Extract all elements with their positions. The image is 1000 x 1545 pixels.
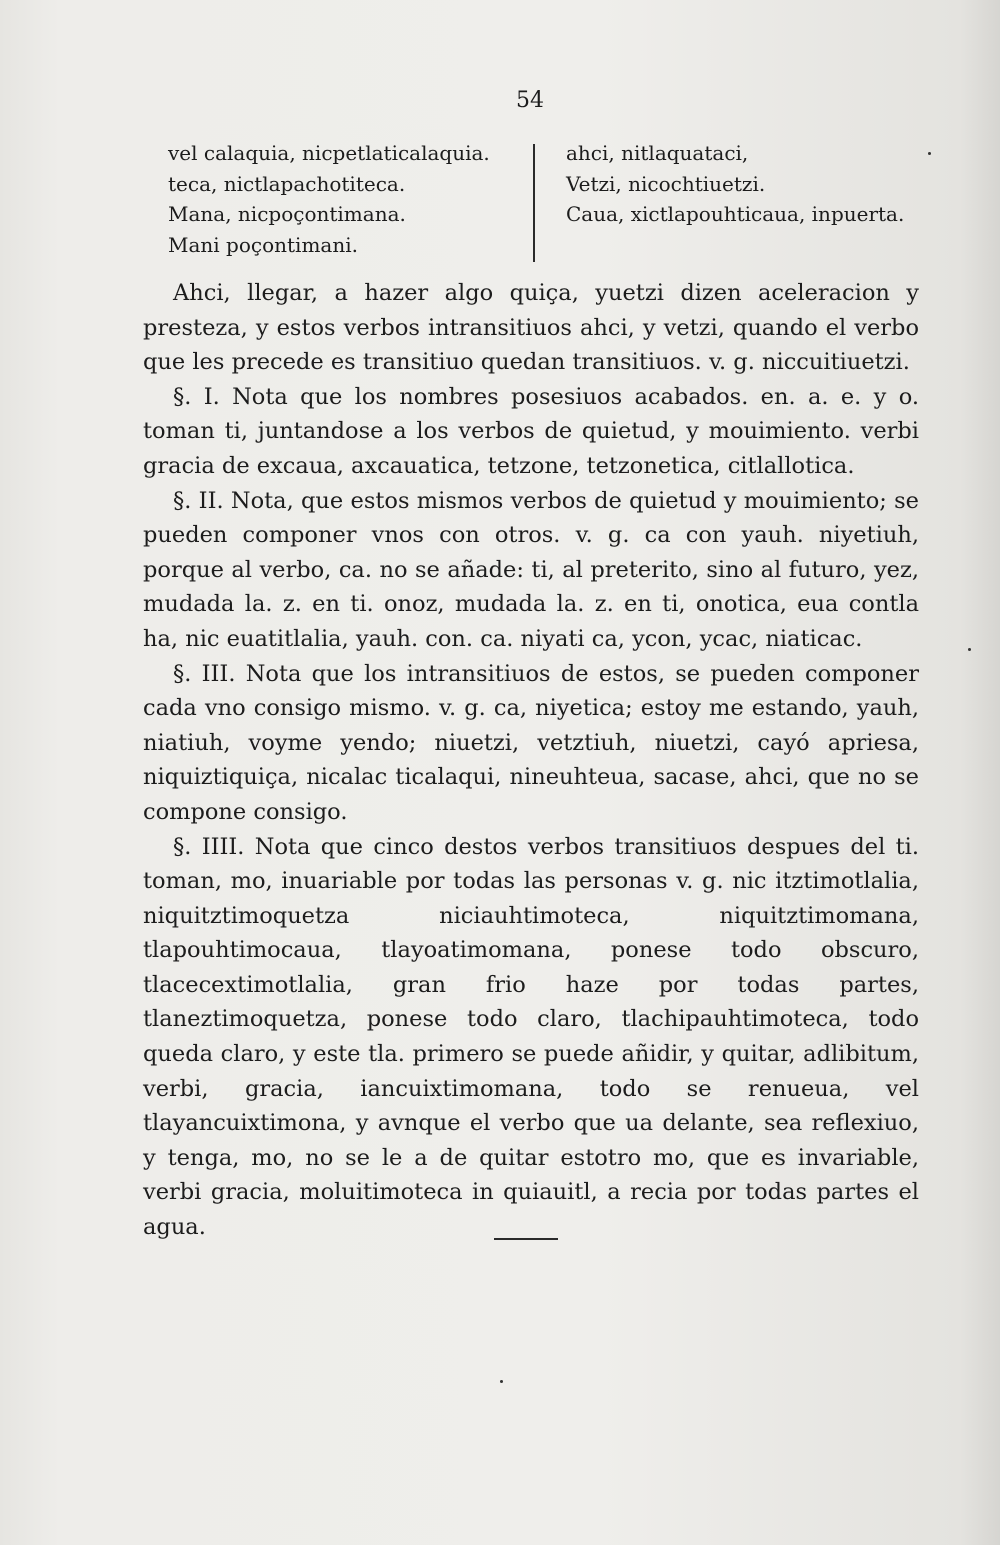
paragraph-section-iii: §. III. Nota que los intransitiuos de estos, se pueden componer cada vno consigo mismo. v. g. ca, niyetica; estoy me estando, yauh, niatiuh, voyme yendo; niuetzi, vetztiuh, niuetzi, cayó apriesa, niquiztiquiça, nicalac ticalaqui, nineuhteua, sacase, ahci, que no se compone consigo. xyxy=(143,660,919,825)
column-divider xyxy=(533,144,535,262)
page-number: 54 xyxy=(516,88,544,113)
paragraph-section-i: §. I. Nota que los nombres posesiuos acabados. en. a. e. y o. toman ti, juntandose a los verbos de quietud, y mouimiento. verbi gracia de excaua, axcauatica, tetzone, tetzonetica, citlallotica. xyxy=(143,383,919,479)
right-column-line: ahci, nitlaquataci, xyxy=(566,141,749,165)
body-text xyxy=(143,276,919,1245)
paper-speck xyxy=(500,1380,503,1383)
left-column xyxy=(168,138,518,260)
paper-speck xyxy=(928,152,931,155)
right-column-line: Caua, xictlapouhticaua, inpuerta. xyxy=(566,202,905,226)
paragraph-section-ii: §. II. Nota, que estos mismos verbos de quietud y mouimiento; se pueden componer vnos con otros. v. g. ca con yauh. niyetiuh, porque al verbo, ca. no se añade: ti, al preterito, sino al futuro, yez, mudada la. z. en ti. onoz, mudada la. z. en ti, onotica, eua contla ha, nic euatitlalia, yauh. con. ca. niyati ca, ycon, ycac, niaticac. xyxy=(143,487,919,652)
left-column-line: Mana, nicpoçontimana. xyxy=(168,202,406,226)
closing-rule xyxy=(494,1238,558,1240)
right-column-line: Vetzi, nicochtiuetzi. xyxy=(566,171,766,196)
paragraph-intro: Ahci, llegar, a hazer algo quiça, yuetzi dizen aceleracion y presteza, y estos verbos intransitiuos ahci, y vetzi, quando el verbo que les precede es transitiuo quedan transitiuos. v. g. niccuitiuetzi. xyxy=(143,280,919,376)
left-column-line: teca, nictlapachotiteca. xyxy=(168,171,406,196)
left-column-line: vel calaquia, nicpetlaticalaquia. xyxy=(168,141,490,165)
left-column-line: Mani poçontimani. xyxy=(168,232,358,257)
paper-speck xyxy=(968,648,971,651)
paragraph-section-iiii: §. IIII. Nota que cinco destos verbos transitiuos despues del ti. toman, mo, inuariable por todas las personas v. g. nic itztimotlalia, niquitztimoquetza niciauhtimoteca, niquitztimomana, tlapouhtimocaua, tlayoatimomana, ponese todo obscuro, tlacecextimotlalia, gran frio haze por todas partes, tlaneztimoquetza, ponese todo claro, tlachipauhtimoteca, todo queda claro, y este tla. primero se puede añidir, y quitar, adlibitum, verbi, gracia, iancuixtimomana, todo se renueua, vel tlayancuixtimona, y avnque el verbo que ua delante, sea reflexiuo, y tenga, mo, no se le a de quitar estotro mo, que es invariable, verbi gracia, moluitimoteca in quiauitl, a recia por todas partes el agua. xyxy=(143,833,919,1241)
right-column xyxy=(566,138,946,230)
verb-columns xyxy=(168,138,928,258)
